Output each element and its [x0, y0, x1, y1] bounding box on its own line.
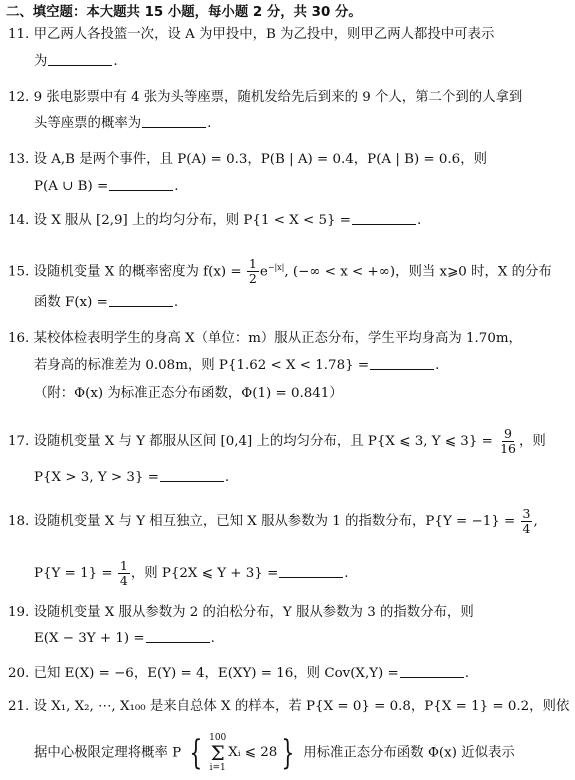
question-16-note [34, 385, 575, 403]
answer-blank[interactable] [48, 53, 112, 66]
fraction [498, 427, 518, 456]
answer-blank[interactable] [352, 212, 416, 225]
question-text: 据中心极限定理将概率 P [34, 745, 182, 761]
question-text: 设 X₁, X₂, ⋯, X₁₀₀ 是来自总体 X 的样本，若 P{X = 0} = 0.8，P{X = 1} = 0.2，则依 [33, 699, 570, 714]
question-21-line2 [34, 733, 575, 773]
question-16 [8, 330, 575, 348]
question-15 [8, 250, 575, 286]
question-text: , (−∞ < x < +∞)，则当 x⩾0 时，X 的分布 [284, 264, 552, 280]
question-15-line2 [34, 294, 575, 312]
question-16-line2 [34, 357, 575, 375]
question-text: 设 X 服从 [2,9] 上的均匀分布，则 P{1 < X < 5} = [33, 213, 351, 228]
fraction-denominator: 16 [500, 441, 516, 456]
period: . [464, 666, 470, 681]
question-12 [8, 89, 575, 107]
question-number: 14. [8, 213, 30, 228]
question-text: E(X − 3Y + 1) = [34, 631, 145, 646]
question-18-line2 [34, 556, 575, 592]
question-number: 16. [8, 331, 30, 346]
question-number: 19. [8, 605, 30, 620]
period: . [173, 295, 179, 310]
fraction [521, 507, 533, 536]
question-19 [8, 604, 575, 622]
question-number: 18. [8, 514, 30, 529]
question-11 [8, 26, 575, 44]
fraction-numerator: 9 [504, 426, 512, 441]
exponent: −|x| [267, 263, 285, 272]
note-text: （附：Φ(x) 为标准正态分布函数，Φ(1) = 0.841） [34, 386, 343, 401]
question-text: P(A ∪ B) = [34, 179, 109, 194]
right-brace-icon: } [281, 733, 295, 773]
answer-blank[interactable] [279, 565, 343, 578]
fraction [118, 559, 130, 588]
question-14 [8, 212, 575, 230]
question-text: 设随机变量 X 的概率密度为 f(x) = [33, 264, 242, 280]
exp-base: e [259, 264, 268, 280]
question-text: 若身高的标准差为 0.08m，则 P{1.62 < X < 1.78} = [34, 358, 370, 373]
section-title: 二、填空题：本大题共 15 小题，每小题 2 分，共 30 分。 [6, 5, 362, 20]
question-21 [8, 698, 575, 716]
period: . [416, 213, 422, 228]
question-text: 设随机变量 X 服从参数为 2 的泊松分布，Y 服从参数为 3 的指数分布，则 [33, 605, 474, 620]
period: . [113, 54, 118, 69]
answer-blank[interactable] [400, 665, 464, 678]
answer-blank[interactable] [109, 178, 173, 191]
left-brace-icon: { [189, 733, 203, 773]
sum-lower: i=1 [209, 763, 226, 773]
question-19-line2 [34, 630, 575, 648]
question-13 [8, 151, 575, 169]
period: . [207, 116, 212, 131]
question-number: 21. [8, 699, 30, 714]
question-12-line2 [34, 115, 575, 133]
question-text: , [533, 514, 538, 529]
period: . [435, 358, 440, 373]
question-18 [8, 504, 575, 540]
question-text: 头等座票的概率为 [34, 116, 142, 131]
question-text: P{X > 3, Y > 3} = [34, 470, 159, 485]
question-text: 为 [34, 54, 48, 69]
fraction-numerator: 3 [522, 506, 531, 521]
answer-blank[interactable] [146, 630, 210, 643]
fraction [247, 257, 259, 286]
fraction-denominator: 4 [522, 521, 531, 536]
question-number: 20. [8, 666, 30, 681]
question-number: 12. [8, 90, 30, 105]
period: . [210, 631, 215, 646]
answer-blank[interactable] [109, 294, 173, 307]
question-20 [8, 665, 575, 683]
question-text: 某校体检表明学生的身高 X（单位：m）服从正态分布，学生平均身高为 1.70m， [33, 331, 522, 346]
fraction-denominator: 2 [248, 271, 257, 287]
question-text: ，则 P{2X ⩽ Y + 3} = [130, 566, 279, 581]
question-number: 13. [8, 152, 30, 167]
sum-expression [185, 733, 298, 773]
period: . [224, 470, 230, 485]
question-text: 设随机变量 X 与 Y 相互独立，已知 X 服从参数为 1 的指数分布，P{Y = −1} = [33, 514, 516, 529]
fraction-numerator: 1 [119, 558, 128, 573]
sum-term: Xᵢ ⩽ 28 [228, 745, 278, 760]
question-text: 设随机变量 X 与 Y 都服从区间 [0,4] 上的均匀分布，且 P{X ⩽ 3, Y ⩽ 3} = [33, 434, 493, 449]
period: . [174, 179, 179, 194]
question-number: 11. [8, 27, 30, 42]
sigma-icon: 100 Σ i=1 [209, 733, 227, 773]
question-text: P{Y = 1} = [34, 566, 113, 581]
question-text: 设 A,B 是两个事件，且 P(A) = 0.3，P(B | A) = 0.4，P(A | B) = 0.6，则 [33, 152, 487, 167]
question-17-line2 [34, 469, 575, 487]
question-17 [8, 424, 575, 460]
fraction-numerator: 1 [248, 256, 257, 272]
question-text: ，则 [518, 434, 546, 449]
question-text: 已知 E(X) = −6，E(Y) = 4，E(XY) = 16，则 Cov(X,Y) = [33, 666, 399, 681]
question-text: 9 张电影票中有 4 张为头等座票，随机发给先后到来的 9 个人，第二个到的人拿到 [33, 90, 523, 105]
fraction-denominator: 4 [119, 573, 128, 588]
question-text: 甲乙两人各投篮一次，设 A 为甲投中，B 为乙投中，则甲乙两人都投中可表示 [33, 27, 495, 42]
question-number: 17. [8, 434, 30, 449]
question-13-line2 [34, 178, 575, 196]
question-number: 15. [8, 264, 30, 280]
question-11-line2 [34, 53, 575, 71]
sum-upper: 100 [209, 733, 227, 743]
answer-blank[interactable] [142, 115, 206, 128]
answer-blank[interactable] [160, 469, 224, 482]
answer-blank[interactable] [370, 357, 434, 370]
period: . [344, 566, 349, 581]
question-text: 用标准正态分布函数 Φ(x) 近似表示 [303, 745, 515, 761]
question-text: 函数 F(x) = [34, 295, 108, 310]
